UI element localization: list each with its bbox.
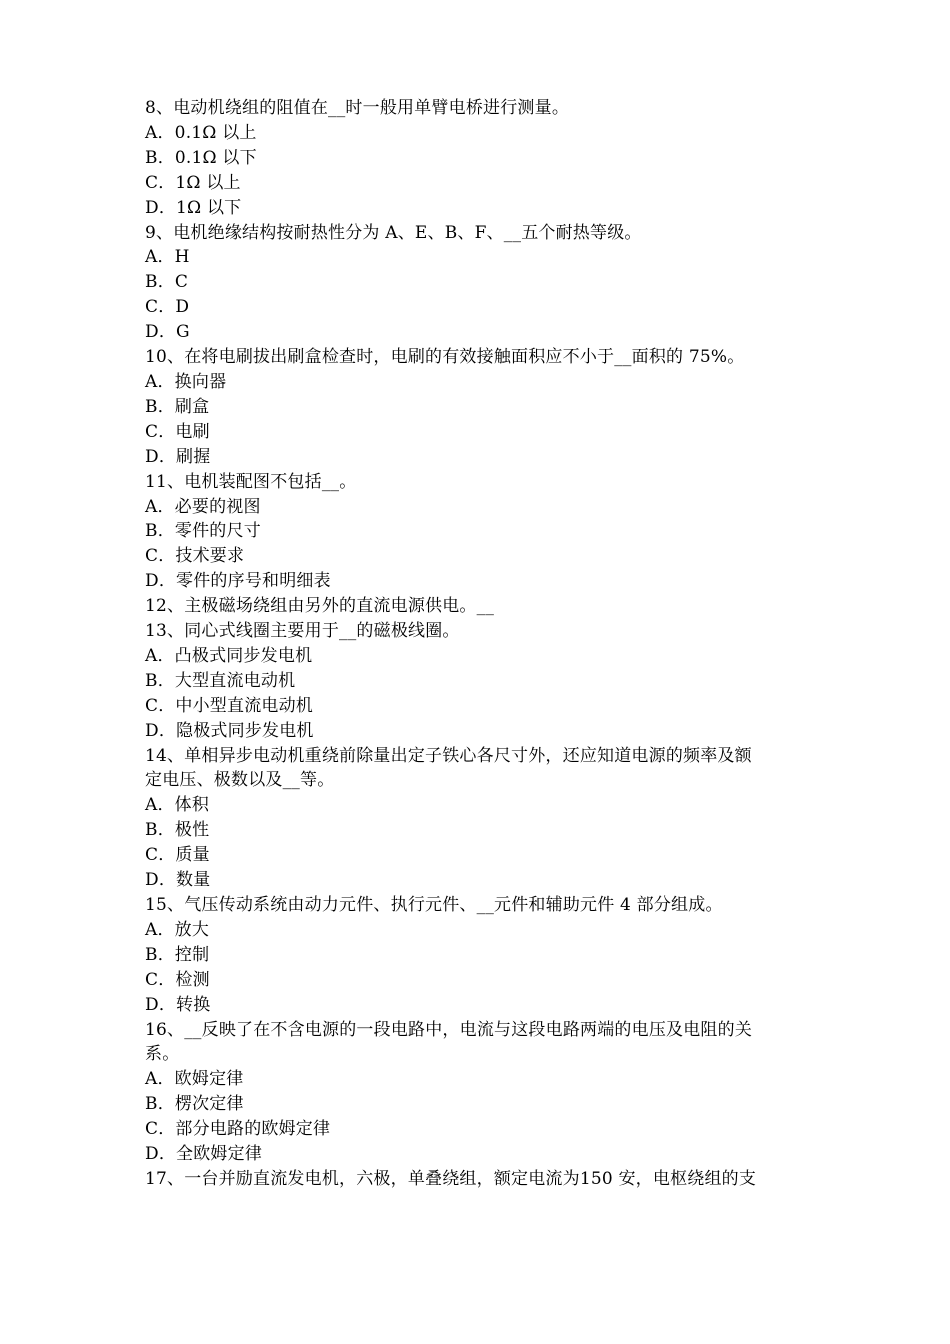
- option-c: C．D: [145, 297, 190, 318]
- option-d: D．零件的序号和明细表: [145, 571, 331, 592]
- option-b: B．控制: [145, 944, 210, 965]
- option-b: B．0.1Ω 以下: [145, 147, 257, 168]
- option-c: C．中小型直流电动机: [145, 695, 314, 716]
- option-a: A．换向器: [145, 371, 227, 392]
- option-a: A．凸极式同步发电机: [145, 645, 313, 666]
- question-10: 10、在将电刷拔出刷盒检查时，电刷的有效接触面积应不小于__面积的 75%。: [145, 347, 745, 368]
- question-15: 15、气压传动系统由动力元件、执行元件、__元件和辅助元件 4 部分组成。: [145, 895, 723, 915]
- document-page: [145, 96, 815, 1192]
- option-b: B．大型直流电动机: [145, 670, 296, 691]
- option-a: A．必要的视图: [145, 496, 261, 517]
- question-14-line-2: 定电压、极数以及__等。: [145, 770, 335, 791]
- option-b: B．C: [145, 272, 189, 293]
- option-c: C．技术要求: [145, 546, 245, 567]
- question-12: 12、主极磁场绕组由另外的直流电源供电。__: [145, 596, 495, 617]
- option-a: A．体积: [145, 795, 210, 816]
- option-b: B．极性: [145, 820, 210, 841]
- option-d: D．数量: [145, 870, 211, 891]
- question-16-line-1: 16、__反映了在不含电源的一段电路中，电流与这段电路两端的电压及电阻的关: [145, 1019, 753, 1040]
- option-b: B．刷盒: [145, 396, 210, 417]
- option-c: C．部分电路的欧姆定律: [145, 1119, 331, 1140]
- option-d: D．1Ω 以下: [145, 197, 242, 218]
- option-c: C．检测: [145, 969, 210, 990]
- option-d: D．全欧姆定律: [145, 1144, 263, 1165]
- question-14-line-1: 14、单相异步电动机重绕前除量出定子铁心各尺寸外，还应知道电源的频率及额: [145, 745, 752, 766]
- option-a: A．0.1Ω 以上: [145, 122, 257, 143]
- option-a: A．H: [145, 247, 190, 268]
- option-d: D．刷握: [145, 446, 211, 467]
- question-13: 13、同心式线圈主要用于__的磁极线圈。: [145, 621, 460, 642]
- question-17-line-1: 17、一台并励直流发电机，六极，单叠绕组，额定电流为150 安，电枢绕组的支: [145, 1168, 757, 1189]
- option-c: C．电刷: [145, 421, 210, 442]
- question-9: 9、电机绝缘结构按耐热性分为 A、E、B、F、__五个耐热等级。: [145, 222, 642, 243]
- option-a: A．放大: [145, 919, 210, 940]
- option-c: C．1Ω 以上: [145, 172, 241, 193]
- question-16-line-2: 系。: [145, 1044, 180, 1065]
- option-d: D．转换: [145, 994, 211, 1015]
- question-11: 11、电机装配图不包括__。: [145, 471, 357, 492]
- option-d: D．G: [145, 322, 190, 343]
- option-d: D．隐极式同步发电机: [145, 720, 314, 741]
- option-b: B．零件的尺寸: [145, 521, 261, 542]
- question-8: 8、电动机绕组的阻值在__时一般用单臂电桥进行测量。: [145, 98, 570, 118]
- option-c: C．质量: [145, 845, 210, 866]
- option-b: B．楞次定律: [145, 1094, 244, 1115]
- option-a: A．欧姆定律: [145, 1069, 244, 1090]
